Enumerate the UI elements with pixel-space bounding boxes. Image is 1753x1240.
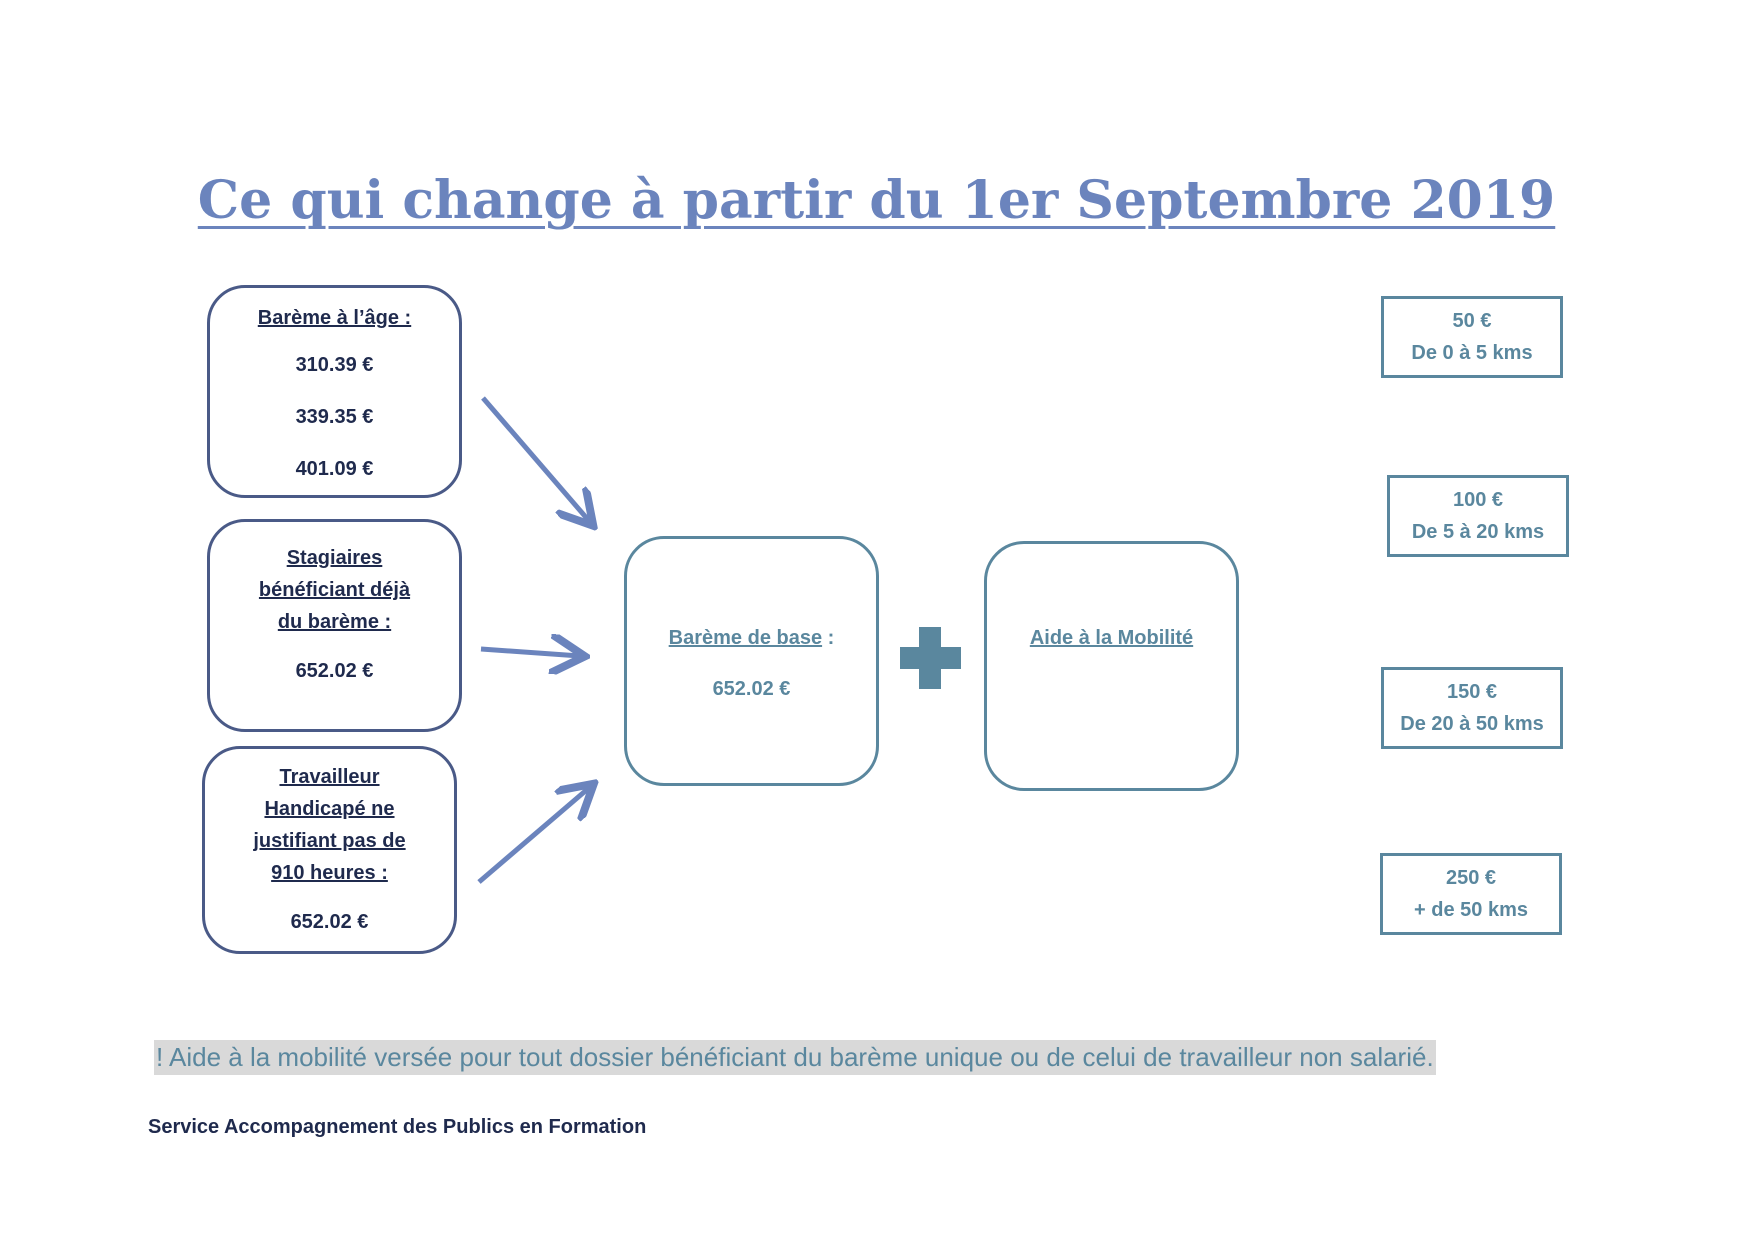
- base-scale-value: 652.02 €: [712, 678, 791, 700]
- disabled-worker-heading-line: 910 heures :: [271, 862, 388, 884]
- trainees-heading-line: bénéficiant déjà: [258, 579, 411, 601]
- mobility-rate-range: + de 50 kms: [1414, 899, 1528, 921]
- base-scale-colon: :: [822, 627, 835, 649]
- mobility-rate-range: De 0 à 5 kms: [1411, 342, 1533, 364]
- page-title: Ce qui change à partir du 1er Septembre 2019: [197, 170, 1556, 231]
- plus-icon: [900, 627, 961, 689]
- age-scale-value: 310.39 €: [295, 354, 374, 376]
- mobility-rate-amount: 250 €: [1445, 867, 1497, 889]
- age-scale-value: 339.35 €: [295, 406, 374, 428]
- arrow-trainees-to-base: [481, 649, 580, 656]
- trainees-heading-line: Stagiaires: [286, 547, 383, 569]
- mobility-rate-range: De 5 à 20 kms: [1411, 521, 1545, 543]
- arrow-age-to-base: [483, 398, 590, 522]
- mobility-rate-amount: 50 €: [1452, 310, 1492, 332]
- trainees-value: 652.02 €: [295, 660, 374, 682]
- footer-service-name: Service Accompagnement des Publics en Formation: [148, 1116, 647, 1138]
- disabled-worker-heading-line: justifiant pas de: [253, 830, 406, 852]
- disabled-worker-value: 652.02 €: [290, 911, 369, 933]
- mobility-rate-range: De 20 à 50 kms: [1400, 713, 1544, 735]
- arrow-disabled-to-base: [479, 787, 590, 882]
- age-scale-heading: Barème à l’âge :: [257, 307, 412, 329]
- mobility-aid-label: Aide à la Mobilité: [1029, 627, 1194, 649]
- mobility-rate-amount: 150 €: [1446, 681, 1498, 703]
- mobility-note: ! Aide à la mobilité versée pour tout dossier bénéficiant du barème unique ou de celui de travailleur non salarié.: [154, 1040, 1436, 1075]
- age-scale-value: 401.09 €: [295, 458, 374, 480]
- disabled-worker-heading-line: Travailleur: [279, 766, 380, 788]
- disabled-worker-heading-line: Handicapé ne: [264, 798, 395, 820]
- base-scale-label: Barème de base: [668, 627, 823, 649]
- mobility-rate-amount: 100 €: [1452, 489, 1504, 511]
- trainees-heading-line: du barème :: [277, 611, 392, 633]
